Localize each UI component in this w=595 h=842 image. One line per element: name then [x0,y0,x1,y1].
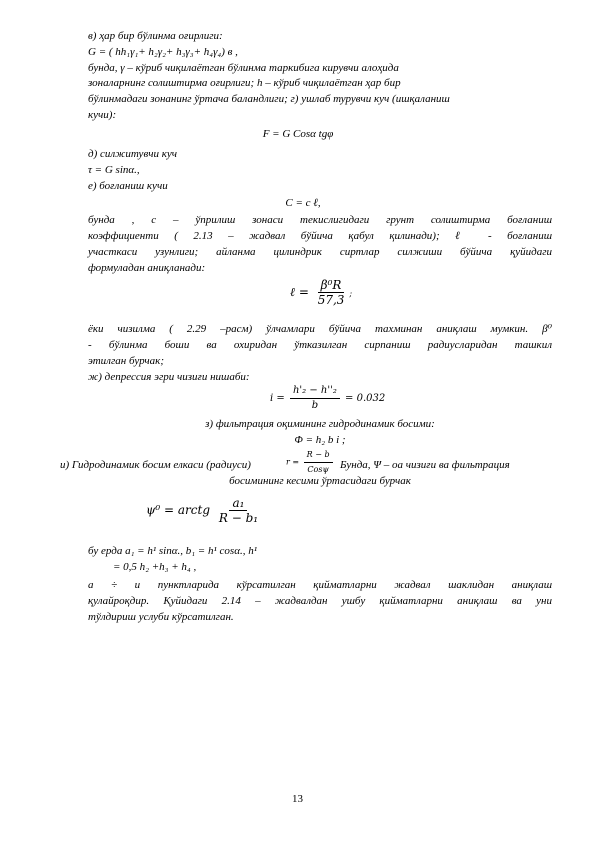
formula-length: ℓ = $\frac{\text{β⁰R}}{57,3}$ ; [290,278,353,307]
formula-radius: r = $\frac{R - b}{\text{Cosψ}}$ [286,448,335,477]
para-line-2: коэффициенти ( 2.13 – жадвал бўйича қабул қилинади); ℓ - боғланиш [88,230,552,242]
line-shear-force: д) силжитувчи куч [88,148,177,160]
line-height-def: бўлинмадаги зонанинг ўртача баландлиги; г) ушлаб турувчи куч (ишқаланиш [88,93,450,105]
line-psi-def: Бунда, Ψ – оа чизиғи ва фильтрация [340,459,510,471]
para3-line-3: тўлдириш услуби кўрсатилган. [88,611,234,623]
para-line-1: бунда , с – ўприлиш зонаси текислигидаги грунт солиштирма боғланиш [88,214,552,226]
formula-shear: τ = G sinα., [88,164,140,176]
para2-line-1: ёки чизилма ( 2.29 –расм) ўлчамлари бўйича тахминан аниқлаш мумкин. β⁰ [88,323,552,335]
para2-line-2: - бўлинма боши ва охиридан ўтказилган сирпаниш радиусларидан ташкил [88,339,552,351]
line-h-sum: = 0,5 h₂ +h₃ + h₄ , [113,561,197,573]
line-cohesion: е) боғланиш кучи [88,180,168,192]
line-depression: ж) депрессия эгри чизиғи нишаби: [88,371,250,383]
line-gamma-def: бунда, γ – кўриб чиқилаётган бўлинма таркибига кирувчи алоҳида [88,62,399,74]
formula-gradient: i = $\frac{\text{h'₂ − h''₂}}{b}$ = 0.032 [270,385,386,411]
line-a1: бу ерда a₁ = h¹ sinα., b₁ = h¹ cosα., h¹ [88,545,258,557]
para-line-3: участкаси узунлиги; айланма цилиндрик сиртлар силжиши бўйича қуйидаги [88,246,552,258]
line-hydro-pressure: з) фильтрация оқимининг гидродинамик босими: [205,418,435,430]
formula-weight: G = ( hh₁γ₁+ h₂γ₂+ h₃γ₃+ h₄γ₄) в , [88,46,238,58]
line-force-label: кучи): [88,109,117,121]
formula-friction: F = G Cosα tgφ [262,128,334,140]
formula-psi: ψ⁰ = arctg $\frac{\text{a₁}}{\text{R − b₁}}$ [146,496,259,525]
para3-line-2: қулайроқдир. Қуйидаги 2.14 – жадвалдан ушбу қийматларни аниқлаш ва уни [88,595,552,607]
line-zones: зоналарнинг солиштирма оғирлиги; h – кўриб чиқилаётган ҳар бир [88,77,401,89]
formula-phi: Φ = h₂ b i ; [294,434,346,446]
para3-line-1: а ÷ и пунктларида кўрсатилган қийматларни жадвал шаклидан аниқлаш [88,579,552,591]
para2-line-3: этилган бурчак; [88,355,164,367]
line-a: в) ҳар бир бўлинма оғирлиги: [88,30,223,42]
line-angle: босимининг кесими ўртасидаги бурчак [229,475,411,487]
line-arm: и) Гидродинамик босим елкаси (радиуси) [60,459,251,471]
para-line-4: формуладан аниқланади: [88,262,206,274]
formula-cohesion: C = c ℓ, [285,197,321,209]
page-number: 13 [292,793,303,805]
